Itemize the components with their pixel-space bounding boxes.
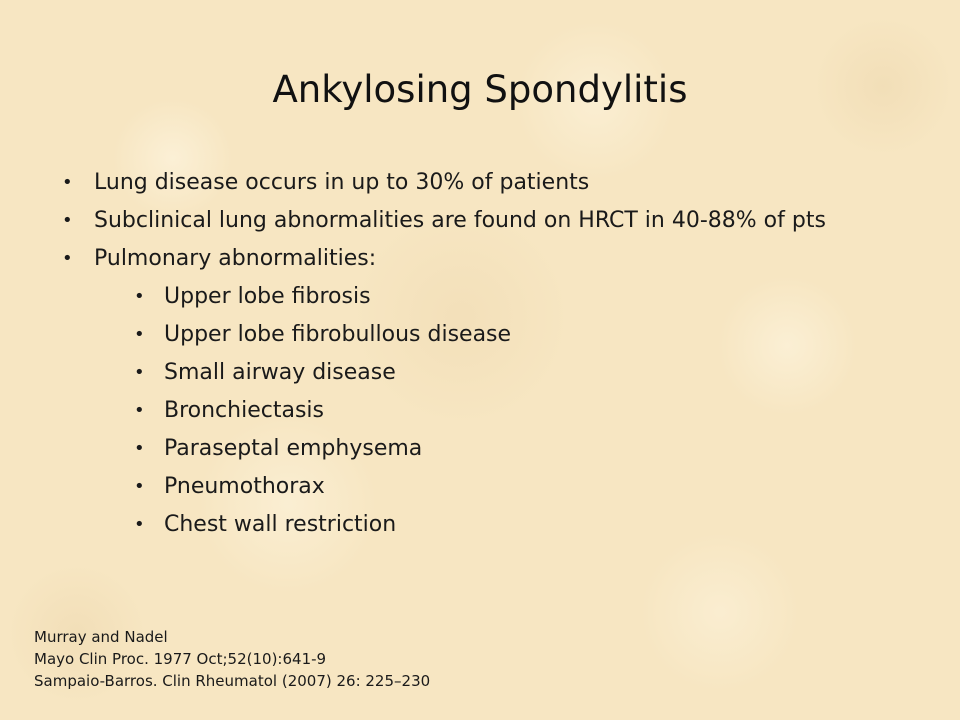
bullet-item (62, 246, 922, 538)
reference-line: Sampaio-Barros. Clin Rheumatol (2007) 26: 225–230 (34, 672, 431, 690)
sub-bullet-item (134, 360, 922, 386)
sub-bullet-item (134, 512, 922, 538)
bullet-text: Lung disease occurs in up to 30% of patients (94, 170, 590, 195)
sub-bullet-item (134, 436, 922, 462)
bullet-item (62, 208, 922, 234)
bullet-icon: • (62, 248, 73, 269)
sub-bullet-item (134, 284, 922, 310)
sub-bullet-text: Small airway disease (164, 360, 396, 385)
sub-bullet-text: Bronchiectasis (164, 398, 324, 423)
sub-bullet-text: Upper lobe fibrobullous disease (164, 322, 512, 347)
sub-bullet-text: Paraseptal emphysema (164, 436, 423, 461)
bullet-text: Pulmonary abnormalities: (94, 246, 377, 271)
sub-bullet-text: Pneumothorax (164, 474, 325, 499)
sub-bullet-text: Upper lobe fibrosis (164, 284, 371, 309)
bullet-icon: • (62, 210, 73, 231)
bullet-icon: • (134, 514, 145, 535)
bullet-icon: • (134, 476, 145, 497)
sub-bullet-item (134, 474, 922, 500)
bullet-icon: • (134, 324, 145, 345)
bullet-icon: • (62, 172, 73, 193)
sub-bullet-item (134, 322, 922, 348)
references (34, 626, 430, 692)
reference-line: Mayo Clin Proc. 1977 Oct;52(10):641-9 (34, 650, 327, 668)
bullet-icon: • (134, 286, 145, 307)
sub-bullet-item (134, 398, 922, 424)
sub-bullet-text: Chest wall restriction (164, 512, 397, 537)
bullet-list (62, 170, 922, 550)
bullet-icon: • (134, 362, 145, 383)
bullet-text: Subclinical lung abnormalities are found on HRCT in 40-88% of pts (94, 208, 826, 233)
reference-line: Murray and Nadel (34, 628, 168, 646)
bullet-icon: • (134, 400, 145, 421)
sub-bullet-list (62, 284, 922, 538)
slide-title: Ankylosing Spondylitis (272, 68, 688, 111)
bullet-icon: • (134, 438, 145, 459)
bullet-item (62, 170, 922, 196)
